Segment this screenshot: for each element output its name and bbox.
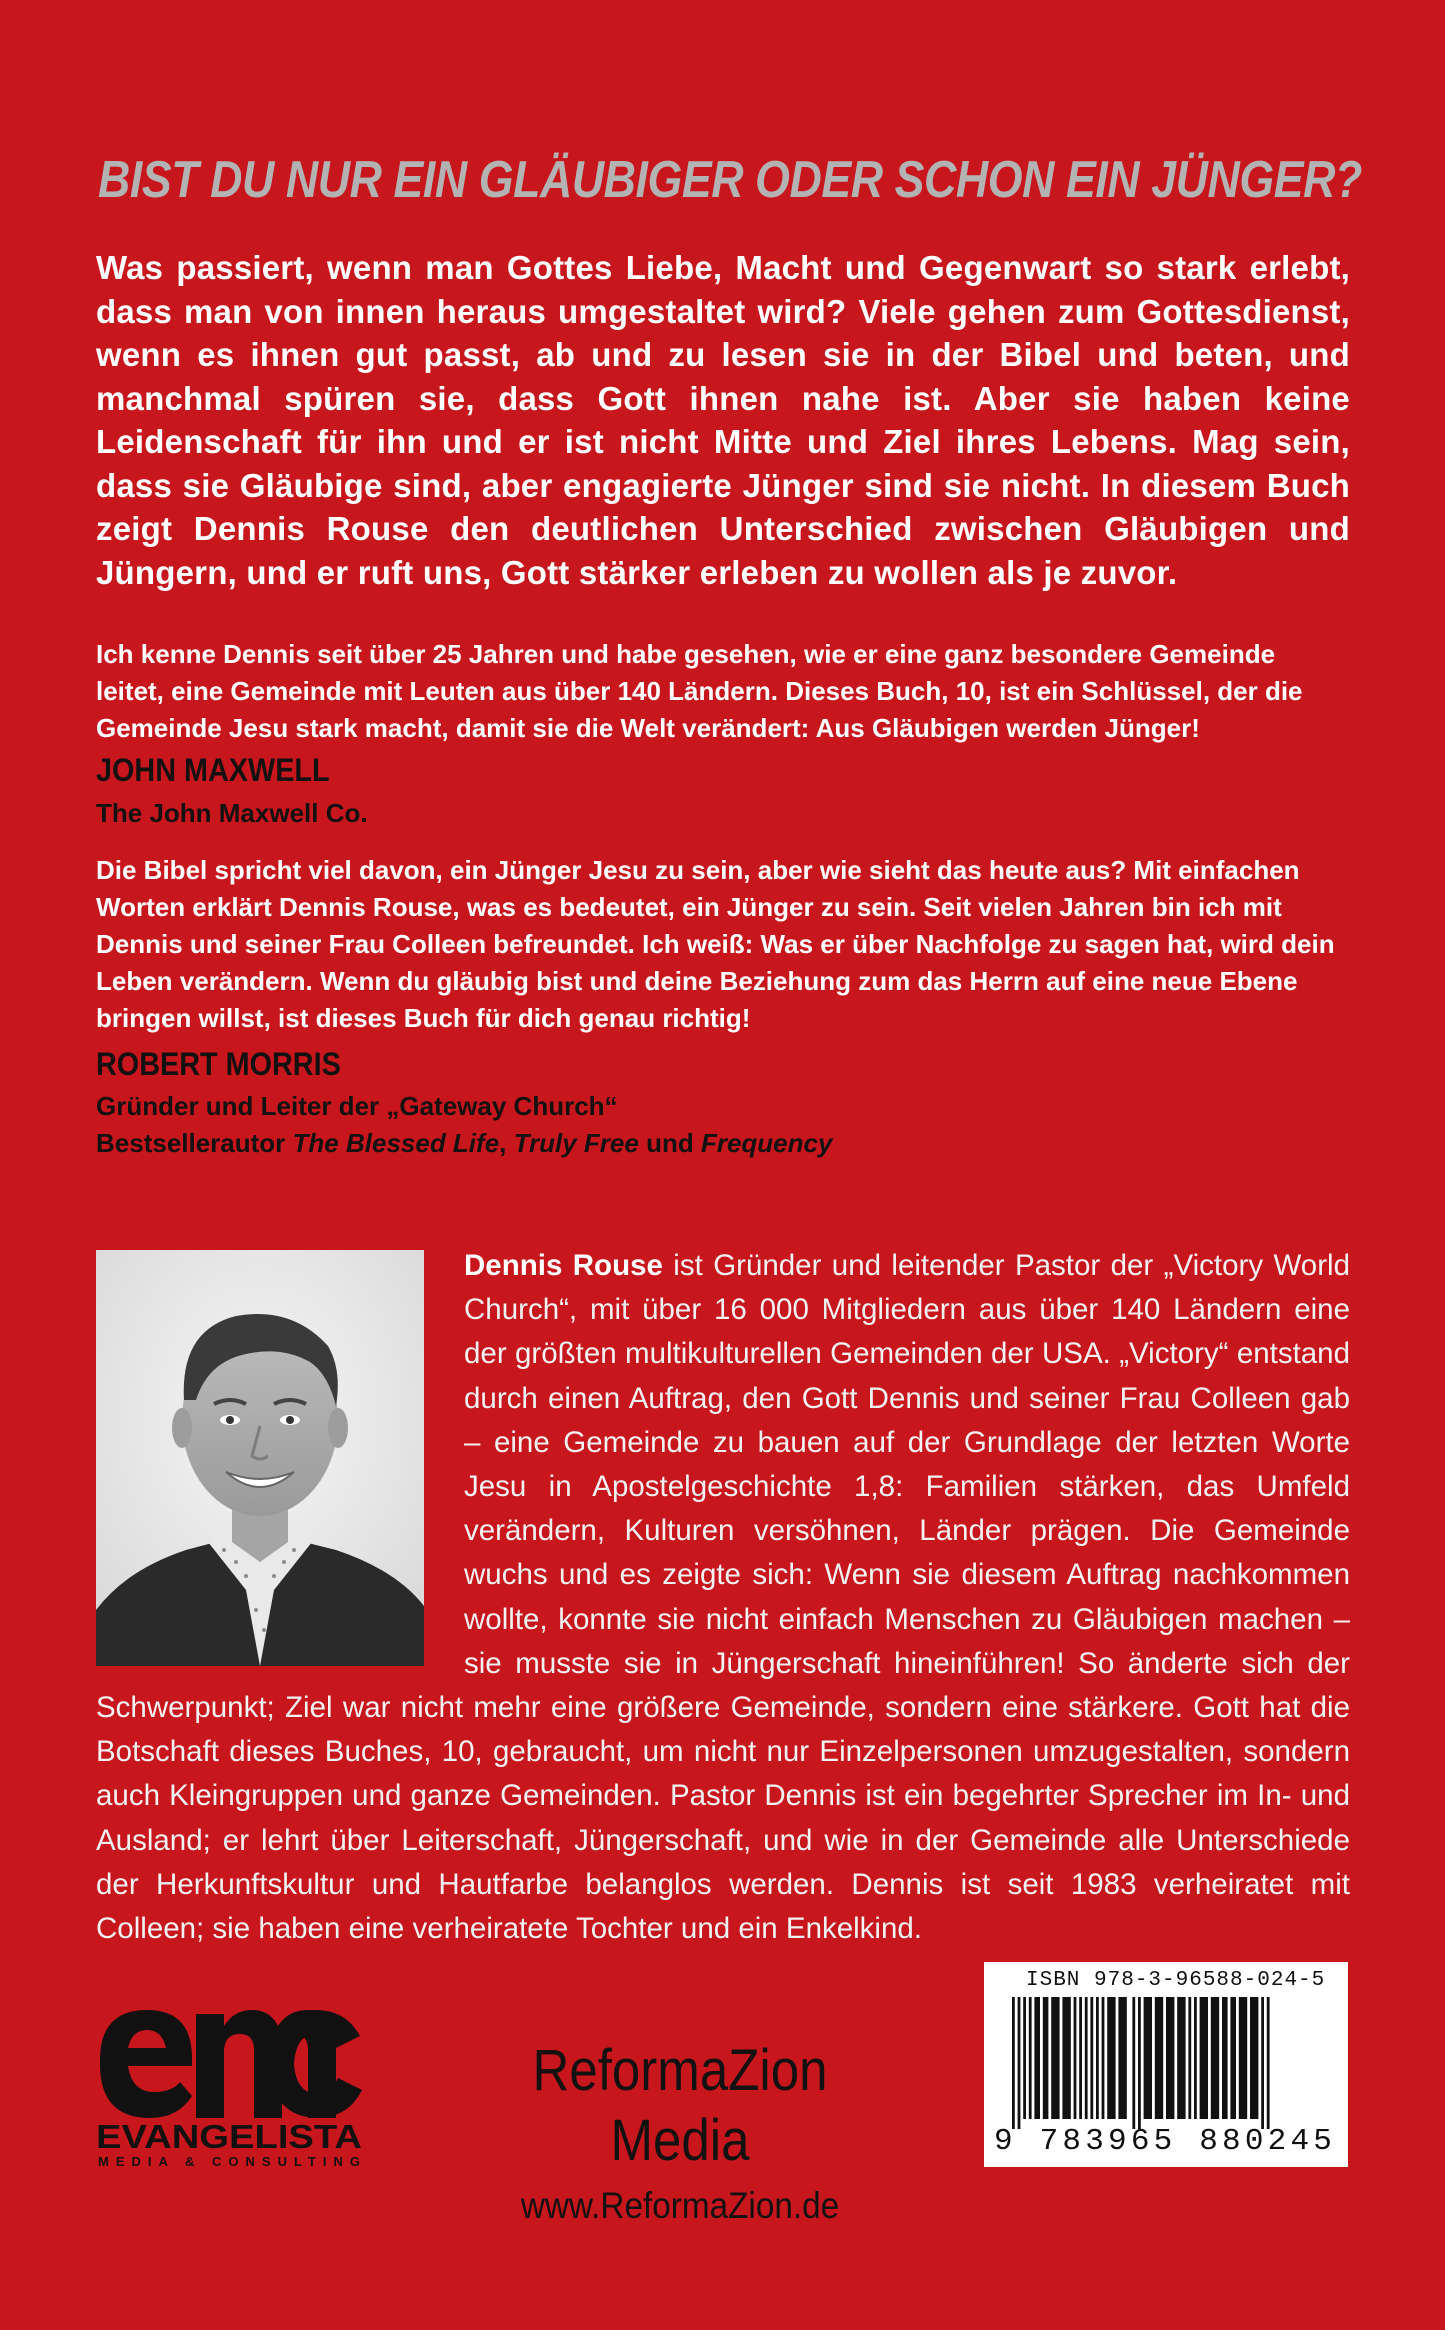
barcode-bar xyxy=(1200,1997,1208,2119)
barcode-bar xyxy=(1211,1997,1219,2119)
book-title: Frequency xyxy=(700,1128,833,1158)
ean-digits: 9 783965 880245 xyxy=(994,2124,1337,2159)
barcode-bar xyxy=(1166,1997,1174,2119)
barcode-bars xyxy=(1008,1997,1326,2129)
isbn-barcode xyxy=(984,1962,1348,2167)
barcode-bar xyxy=(1239,1997,1247,2119)
barcode-bar xyxy=(1034,1997,1040,2119)
headline: BIST DU NUR EIN GLÄUBIGER ODER SCHON EIN JÜNGER? xyxy=(98,151,1362,209)
barcode-bar xyxy=(1250,1997,1258,2119)
barcode-bar xyxy=(1138,1997,1141,2129)
barcode-bar xyxy=(1144,1997,1152,2119)
barcode-bar xyxy=(1029,1997,1032,2119)
endorser-books-morris xyxy=(96,1125,832,1162)
logo-tagline: MEDIA & CONSULTING xyxy=(98,2154,360,2169)
photo-spacer xyxy=(96,1244,464,1680)
endorser-role-morris: Gründer und Leiter der „Gateway Church“ xyxy=(96,1091,618,1121)
barcode-bar xyxy=(1074,1997,1077,2119)
emc-logo-mark xyxy=(92,2000,367,2170)
bio-author-name: Dennis Rouse xyxy=(464,1249,663,1282)
barcode-bar xyxy=(1222,1997,1228,2119)
barcode-bar xyxy=(1230,1997,1236,2119)
barcode-bar xyxy=(1155,1997,1163,2119)
barcode-bar xyxy=(1261,1997,1264,2129)
barcode-bar xyxy=(1051,1997,1059,2119)
barcode-bar xyxy=(1194,1997,1197,2119)
book-title: The Blessed Life xyxy=(292,1128,500,1158)
author-bio xyxy=(96,1244,1350,1951)
barcode-bar xyxy=(1043,1997,1049,2119)
barcode-bar xyxy=(1177,1997,1185,2119)
barcode-bar xyxy=(1107,1997,1115,2119)
barcode-bar xyxy=(1132,1997,1135,2129)
publisher-name: ReformaZion Media xyxy=(532,2038,828,2173)
logo-wordmark: EVANGELISTA xyxy=(96,2118,362,2155)
endorser-name-maxwell: JOHN MAXWELL xyxy=(96,752,330,788)
barcode-bar xyxy=(1090,1997,1093,2119)
barcode-bar xyxy=(1102,1997,1105,2119)
barcode-bar xyxy=(1096,1997,1099,2119)
publisher-block xyxy=(450,2036,910,2236)
endorsement-quote-morris: Die Bibel spricht viel davon, ein Jünger Jesu zu sein, aber wie sieht das heute aus? Mit einfachen Worten erklärt Dennis Rouse, was es bedeutet, ein Jünger zu sein. Seit vielen Jahren bin ich mit Dennis und seiner Frau Colleen befreundet. Ich weiß: Was er über Nachfolge zu sagen hat, wird dein Leben verändern. Wenn du gläubig bist und deine Beziehung zum das Herrn auf eine neue Ebene bringen willst, ist dieses Buch für dich genau richtig! xyxy=(96,855,1335,1033)
barcode-bar xyxy=(1267,1997,1270,2129)
intro-paragraph: Was passiert, wenn man Gottes Liebe, Macht und Gegenwart so stark erlebt, dass man von innen heraus umgestaltet wird? Viele gehen zum Gottesdienst, wenn es ihnen gut passt, ab und zu lesen sie in der Bibel und beten, und manchmal spüren sie, dass Gott ihnen nahe ist. Aber sie haben keine Leidenschaft für ihn und er ist nicht Mitte und Ziel ihres Lebens. Mag sein, dass sie Gläubige sind, aber engagierte Jünger sind sie nicht. In diesem Buch zeigt Dennis Rouse den deutlichen Unterschied zwischen Gläubigen und Jüngern, und er ruft uns, Gott stärker erleben zu wollen als je zuvor. xyxy=(96,249,1350,591)
barcode-bar xyxy=(1079,1997,1082,2119)
barcode-bar xyxy=(1085,1997,1088,2119)
barcode-bar xyxy=(1188,1997,1191,2119)
barcode-bar xyxy=(1012,1997,1015,2129)
endorsement-quote-maxwell: Ich kenne Dennis seit über 25 Jahren und habe gesehen, wie er eine ganz besondere Gemeinde leitet, eine Gemeinde mit Leuten aus über 140 Ländern. Dieses Buch, 10, ist ein Schlüssel, der die Gemeinde Jesu stark macht, damit sie die Welt verändert: Aus Gläubigen werden Jünger! xyxy=(96,639,1303,743)
barcode-bar xyxy=(1023,1997,1026,2119)
barcode-bar xyxy=(1118,1997,1126,2119)
bio-text: ist Gründer und leitender Pastor der „Victory World Church“, mit über 16 000 Mitgliedern aus über 140 Ländern eine der größten multikulturellen Gemeinden der USA. „Victory“ entstand durch einen Auftrag, den Gott Dennis und seiner Frau Colleen gab – eine Gemeinde zu bauen auf der Grundlage der letzten Worte Jesu in Apostelgeschichte 1,8: Familien stärken, das Umfeld verändern, Kulturen versöhnen, Länder prägen. Die Gemeinde wuchs und es zeigte sich: Wenn sie diesem Auftrag nachkommen wollte, konnte sie nicht einfach Menschen zu Gläubigen machen – sie musste sie in Jüngerschaft hineinführen! So änderte sich der Schwerpunkt; Ziel war nicht mehr eine größere Gemeinde, sondern eine stärkere. Gott hat die Botschaft dieses Buches, 10, gebraucht, um nicht nur Einzelpersonen umzugestalten, sondern auch Kleingruppen und ganze Gemeinden. Pastor Dennis ist ein begehrter Sprecher im In- und Ausland; er lehrt über Leiterschaft, Jüngerschaft, und wie in der Gemeinde alle Unterschiede der Herkunftskultur und Hautfarbe belanglos werden. Dennis ist seit 1983 verheiratet mit Colleen; sie haben eine verheiratete Tochter und ein Enkelkind. xyxy=(96,1249,1350,1946)
books-conjunction: und xyxy=(638,1128,701,1158)
book-title: Truly Free xyxy=(513,1128,639,1158)
books-separator: , xyxy=(499,1128,514,1158)
books-prefix: Bestsellerautor xyxy=(96,1128,293,1158)
evangelista-logo xyxy=(92,2000,367,2170)
endorser-name-morris: ROBERT MORRIS xyxy=(96,1046,341,1082)
endorser-role-maxwell: The John Maxwell Co. xyxy=(96,798,368,828)
publisher-url: www.ReformaZion.de xyxy=(520,2185,840,2226)
barcode-bar xyxy=(1018,1997,1021,2129)
barcode-bar xyxy=(1062,1997,1070,2119)
isbn-label: ISBN 978-3-96588-024-5 xyxy=(1026,1969,1326,1992)
